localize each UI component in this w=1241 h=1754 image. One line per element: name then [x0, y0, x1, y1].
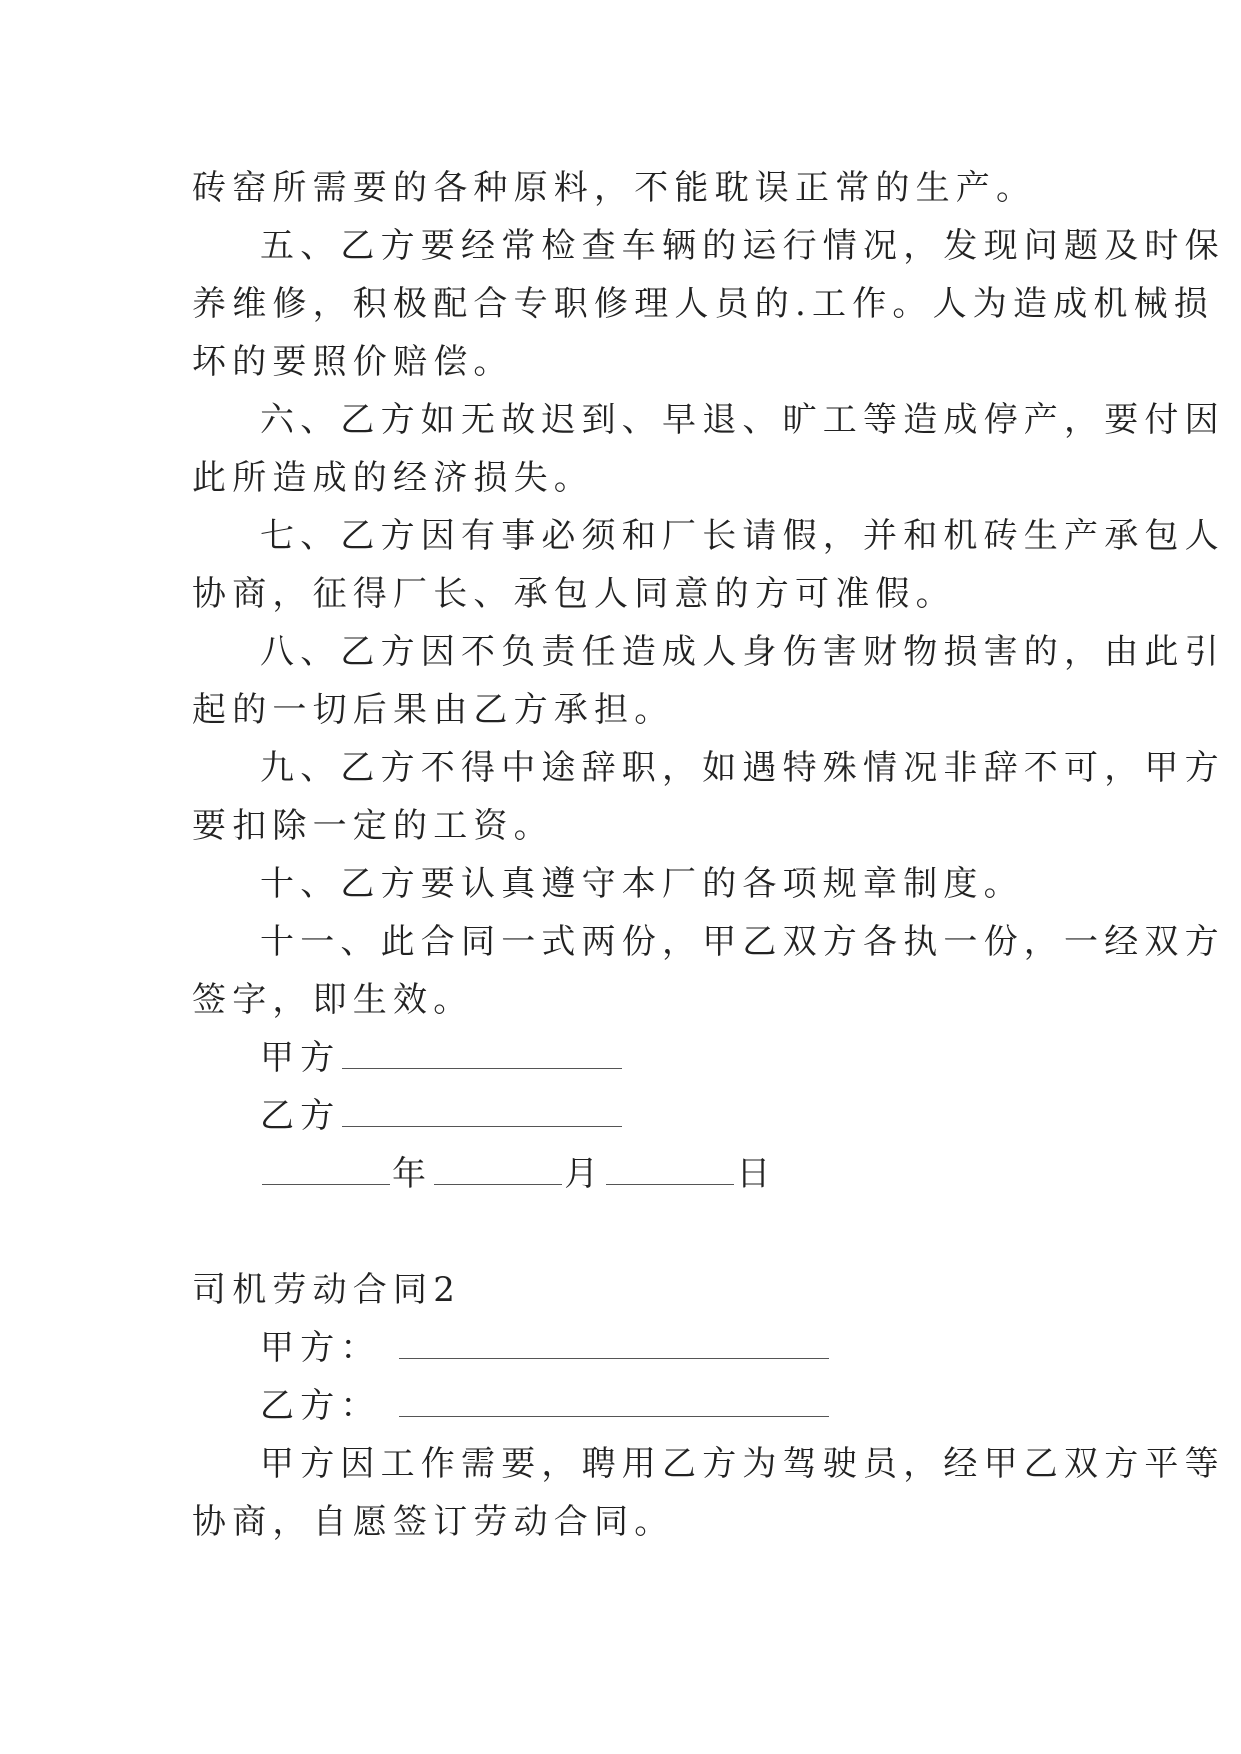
- section2-party-b-blank: [399, 1388, 829, 1417]
- month-blank: [434, 1156, 562, 1185]
- clause-5-line-1: 五、乙方要经常检查车辆的运行情况，发现问题及时保: [260, 226, 1225, 266]
- clause-5-line-3: 坏的要照价赔偿。: [192, 342, 514, 382]
- year-label: 年: [392, 1154, 433, 1194]
- clause-8-line-1: 八、乙方因不负责任造成人身伤害财物损害的，由此引: [260, 632, 1225, 672]
- clause-8-line-2: 起的一切后果由乙方承担。: [192, 690, 675, 730]
- section2-party-a: [192, 1328, 1130, 1368]
- clause-9-line-1: 九、乙方不得中途辞职，如遇特殊情况非辞不可，甲方: [260, 748, 1225, 788]
- clause-11-line-2: 签字，即生效。: [192, 980, 474, 1020]
- section2-party-a-label: 甲方：: [260, 1328, 381, 1368]
- day-label: 日: [736, 1154, 777, 1194]
- section2-intro-line-2: 协商，自愿签订劳动合同。: [192, 1502, 675, 1542]
- section2-party-b-label: 乙方：: [260, 1386, 381, 1426]
- month-label: 月: [564, 1154, 605, 1194]
- section-title: 司机劳动合同2: [192, 1270, 462, 1310]
- clause-7-line-2: 协商，征得厂长、承包人同意的方可准假。: [192, 574, 956, 614]
- section2-intro-line-1: 甲方因工作需要，聘用乙方为驾驶员，经甲乙双方平等: [260, 1444, 1225, 1484]
- clause-6-line-2: 此所造成的经济损失。: [192, 458, 594, 498]
- section2-party-b: [192, 1386, 1130, 1426]
- signature-party-b: [192, 1096, 1130, 1136]
- clause-5-line-2: 养维修，积极配合专职修理人员的.工作。人为造成机械损: [192, 284, 1215, 324]
- clause-10-line-1: 十、乙方要认真遵守本厂的各项规章制度。: [260, 864, 1024, 904]
- clause-7-line-1: 七、乙方因有事必须和厂长请假，并和机砖生产承包人: [260, 516, 1225, 556]
- year-blank: [262, 1156, 390, 1185]
- party-b-signature-blank: [342, 1098, 622, 1127]
- clause-11-line-1: 十一、此合同一式两份，甲乙双方各执一份，一经双方: [260, 922, 1225, 962]
- party-a-label: 甲方: [260, 1038, 341, 1078]
- paragraph-line: 砖窑所需要的各种原料，不能耽误正常的生产。: [192, 168, 1037, 208]
- signature-date: [192, 1154, 1130, 1194]
- clause-6-line-1: 六、乙方如无故迟到、早退、旷工等造成停产，要付因: [260, 400, 1225, 440]
- party-b-label: 乙方: [260, 1096, 341, 1136]
- signature-party-a: [192, 1038, 1130, 1078]
- section2-party-a-blank: [399, 1330, 829, 1359]
- day-blank: [606, 1156, 734, 1185]
- party-a-signature-blank: [342, 1040, 622, 1069]
- clause-9-line-2: 要扣除一定的工资。: [192, 806, 554, 846]
